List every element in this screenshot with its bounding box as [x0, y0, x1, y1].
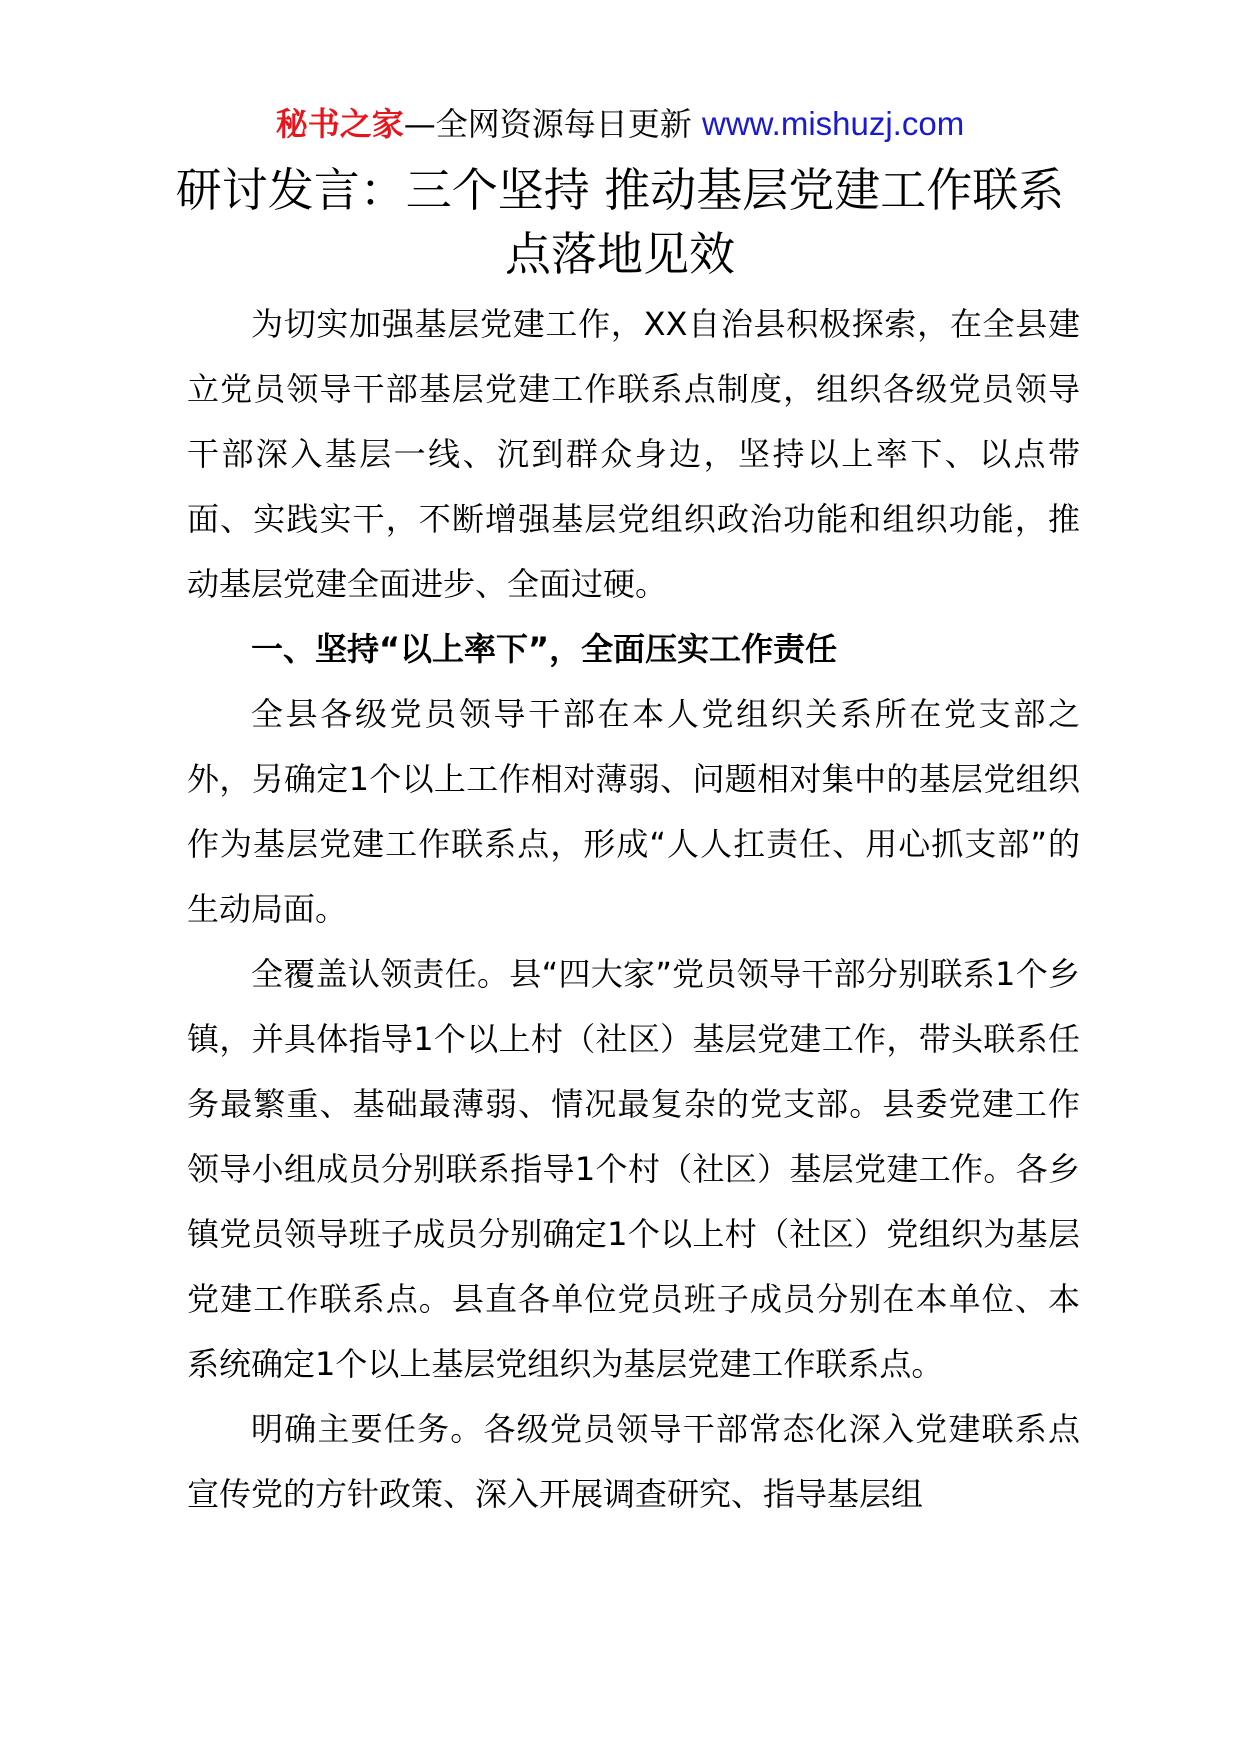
site-tagline: —全网资源每日更新: [403, 105, 702, 143]
site-brand-name: 秘书之家: [275, 105, 404, 143]
site-url-link[interactable]: www.mishuzj.com: [701, 105, 965, 142]
section-1-paragraph-3: 明确主要任务。各级党员领导干部常态化深入党建联系点宣传党的方针政策、深入开展调查研究、指导基层组: [187, 1410, 1080, 1513]
document-title: 研讨发言：三个坚持 推动基层党建工作联系点落地见效: [175, 163, 1065, 281]
section-1-paragraph-1: 全县各级党员领导干部在本人党组织关系所在党支部之外，另确定1个以上工作相对薄弱、问题相对集中的基层党组织作为基层党建工作联系点，形成“人人扛责任、用心抓支部”的生动局面。: [187, 695, 1080, 928]
intro-paragraph: 为切实加强基层党建工作，XX自治县积极探索，在全县建立党员领导干部基层党建工作联系点制度，组织各级党员领导干部深入基层一线、沉到群众身边，坚持以上率下、以点带面、实践实干，不断增强基层党组织政治功能和组织功能，推动基层党建全面进步、全面过硬。: [187, 305, 1080, 603]
section-heading-1: 一、坚持“以上率下”，全面压实工作责任: [251, 630, 838, 668]
site-banner: [0, 102, 1240, 146]
document-body: [187, 292, 1080, 1527]
section-1-paragraph-2: 全覆盖认领责任。县“四大家”党员领导干部分别联系1个乡镇，并具体指导1个以上村（社区）基层党建工作，带头联系任务最繁重、基础最薄弱、情况最复杂的党支部。县委党建工作领导小组成员分别联系指导1个村（社区）基层党建工作。各乡镇党员领导班子成员分别确定1个以上村（社区）党组织为基层党建工作联系点。县直各单位党员班子成员分别在本单位、本系统确定1个以上基层党组织为基层党建工作联系点。: [187, 955, 1080, 1383]
